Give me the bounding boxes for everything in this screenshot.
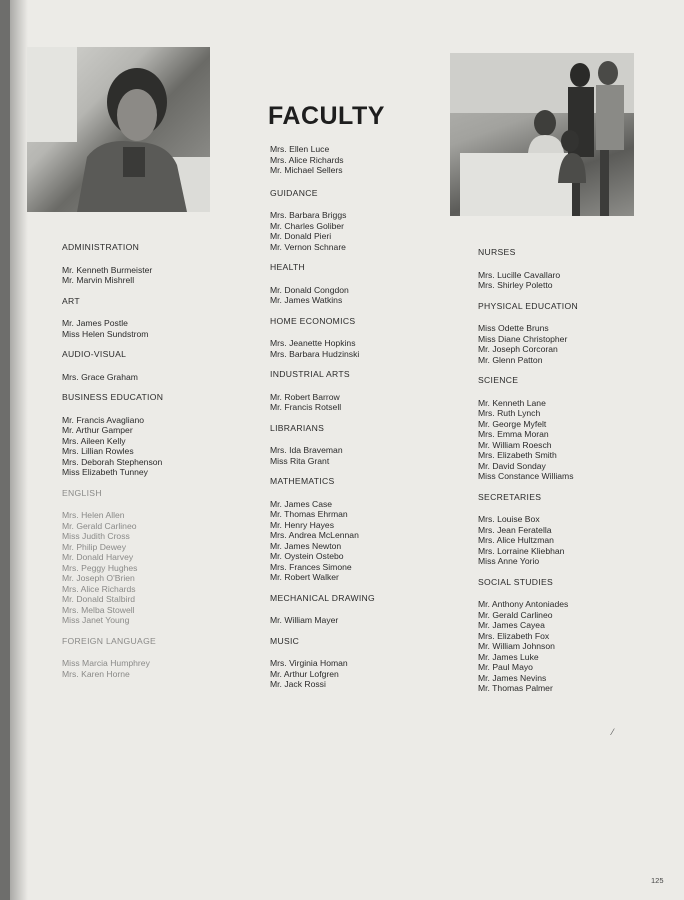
faculty-name: Mr. Francis Rotsell bbox=[270, 402, 342, 412]
faculty-name: Mr. Thomas Palmer bbox=[478, 683, 553, 693]
pen-mark: ⁄ bbox=[612, 727, 614, 737]
photo-students bbox=[450, 53, 634, 216]
faculty-name: Mr. James Cayea bbox=[478, 620, 545, 630]
department-heading: HOME ECONOMICS bbox=[270, 315, 356, 326]
department-section bbox=[62, 296, 262, 340]
faculty-name: Miss Diane Christopher bbox=[478, 333, 568, 344]
department-section bbox=[478, 247, 678, 291]
column-2 bbox=[270, 144, 470, 700]
faculty-name: Mr. Marvin Mishrell bbox=[62, 275, 135, 285]
department-section bbox=[270, 423, 470, 467]
department-section bbox=[62, 392, 262, 478]
name-list bbox=[270, 445, 470, 466]
faculty-name: Miss Elizabeth Tunney bbox=[62, 467, 148, 477]
faculty-name: Mr. George Myfelt bbox=[478, 418, 547, 429]
faculty-name: Mr. Arthur Gamper bbox=[62, 425, 133, 435]
name-list bbox=[478, 398, 678, 482]
faculty-name: Mrs. Deborah Stephenson bbox=[62, 456, 163, 467]
faculty-name: Mrs. Barbara Hudzinski bbox=[270, 348, 360, 359]
faculty-name: Mrs. Elizabeth Smith bbox=[478, 450, 557, 460]
department-heading: LIBRARIANS bbox=[270, 422, 325, 433]
department-heading: HEALTH bbox=[270, 262, 306, 272]
faculty-name: Mrs. Peggy Hughes bbox=[62, 562, 138, 573]
department-section bbox=[62, 636, 262, 680]
department-section bbox=[270, 188, 470, 253]
column-3 bbox=[478, 247, 678, 704]
faculty-name: Mr. Donald Congdon bbox=[270, 284, 349, 295]
faculty-name: Mrs. Ida Braveman bbox=[270, 445, 343, 455]
department-heading: SCIENCE bbox=[478, 375, 519, 385]
faculty-name: Mrs. Virginia Homan bbox=[270, 658, 348, 668]
faculty-name: Mrs. Lorraine Kliebhan bbox=[478, 545, 565, 556]
faculty-name: Mr. Donald Pieri bbox=[270, 231, 332, 241]
faculty-name: Mrs. Emma Moran bbox=[478, 429, 549, 439]
faculty-name: Mr. Anthony Antoniades bbox=[478, 599, 569, 609]
name-list bbox=[270, 338, 470, 359]
department-heading: MUSIC bbox=[270, 635, 300, 646]
name-list bbox=[478, 323, 678, 365]
department-section bbox=[478, 577, 678, 694]
name-list bbox=[62, 318, 262, 339]
department-section bbox=[270, 316, 470, 360]
department-section bbox=[478, 375, 678, 482]
name-list bbox=[62, 372, 262, 383]
faculty-name: Mrs. Barbara Briggs bbox=[270, 210, 347, 220]
page-number: 125 bbox=[651, 876, 664, 885]
faculty-name: Mr. Charles Goliber bbox=[270, 220, 345, 231]
faculty-name: Mrs. Lillian Rowles bbox=[62, 446, 134, 456]
faculty-name: Mrs. Jean Feratella bbox=[478, 524, 552, 535]
faculty-name: Mr. Oystein Ostebo bbox=[270, 551, 344, 561]
name-list bbox=[270, 210, 470, 252]
faculty-name: Miss Janet Young bbox=[62, 615, 130, 625]
department-heading: AUDIO-VISUAL bbox=[62, 349, 127, 359]
name-list bbox=[62, 415, 262, 478]
faculty-name: Mr. Robert Walker bbox=[270, 572, 339, 582]
faculty-name: Mrs. Frances Simone bbox=[270, 561, 352, 572]
faculty-name: Mrs. Louise Box bbox=[478, 514, 540, 524]
department-heading: ENGLISH bbox=[62, 487, 102, 498]
faculty-name: Mr. James Watkins bbox=[270, 295, 343, 305]
faculty-name: Mr. Robert Barrow bbox=[270, 391, 340, 402]
department-section bbox=[478, 492, 678, 567]
faculty-name: Miss Rita Grant bbox=[270, 455, 330, 466]
faculty-name: Mr. William Mayer bbox=[270, 615, 339, 625]
department-heading: MATHEMATICS bbox=[270, 476, 335, 486]
faculty-name: Mr. James Postle bbox=[62, 318, 128, 328]
faculty-name: Mr. Thomas Ehrman bbox=[270, 509, 348, 519]
faculty-name: Miss Odette Bruns bbox=[478, 323, 549, 333]
faculty-name: Mrs. Melba Stowell bbox=[62, 604, 135, 615]
faculty-name: Mr. Paul Mayo bbox=[478, 662, 533, 672]
column-1 bbox=[62, 242, 262, 689]
department-section bbox=[270, 476, 470, 583]
faculty-name: Miss Marcia Humphrey bbox=[62, 658, 150, 668]
name-list bbox=[270, 615, 470, 626]
department-section bbox=[270, 593, 470, 626]
department-heading: GUIDANCE bbox=[270, 187, 318, 198]
faculty-name: Mr. Michael Sellers bbox=[270, 165, 343, 175]
faculty-name: Mr. Philip Dewey bbox=[62, 541, 126, 552]
name-list bbox=[478, 514, 678, 567]
department-heading: ADMINISTRATION bbox=[62, 242, 140, 252]
faculty-name: Mrs. Alice Richards bbox=[62, 583, 136, 594]
faculty-name: Mrs. Lucille Cavallaro bbox=[478, 269, 561, 280]
department-section bbox=[478, 301, 678, 366]
faculty-name: Mr. Gerald Carlineo bbox=[478, 609, 553, 620]
name-list-continued bbox=[270, 144, 470, 176]
department-section bbox=[62, 488, 262, 626]
department-section bbox=[62, 242, 262, 286]
name-list bbox=[62, 265, 262, 286]
faculty-name: Mr. Joseph Corcoran bbox=[478, 344, 558, 354]
faculty-name: Mr. Kenneth Burmeister bbox=[62, 264, 153, 275]
department-section bbox=[62, 349, 262, 382]
faculty-name: Mr. Vernon Schnare bbox=[270, 241, 346, 252]
name-list bbox=[270, 285, 470, 306]
name-list bbox=[270, 499, 470, 583]
department-heading: SOCIAL STUDIES bbox=[478, 576, 554, 587]
page-title: FACULTY bbox=[268, 102, 385, 130]
name-list bbox=[270, 658, 470, 690]
faculty-name: Mrs. Alice Richards bbox=[270, 154, 344, 165]
faculty-name: Mr. Kenneth Lane bbox=[478, 397, 546, 408]
binding-shadow bbox=[10, 0, 28, 900]
faculty-name: Mrs. Alice Hultzman bbox=[478, 535, 554, 545]
department-section bbox=[270, 369, 470, 413]
name-list bbox=[478, 599, 678, 694]
faculty-name: Mrs. Jeanette Hopkins bbox=[270, 338, 356, 348]
faculty-name: Mr. Henry Hayes bbox=[270, 519, 334, 530]
name-list bbox=[270, 392, 470, 413]
photo-teacher bbox=[27, 47, 210, 212]
faculty-name: Mr. Joseph O'Brien bbox=[62, 573, 135, 583]
faculty-name: Mr. David Sonday bbox=[478, 460, 546, 471]
name-list bbox=[478, 270, 678, 291]
department-heading: NURSES bbox=[478, 247, 516, 257]
faculty-name: Miss Judith Cross bbox=[62, 531, 130, 541]
faculty-name: Mr. James Luke bbox=[478, 651, 539, 662]
department-heading: BUSINESS EDUCATION bbox=[62, 392, 164, 402]
faculty-name: Mr. William Johnson bbox=[478, 641, 555, 651]
faculty-name: Mr. James Newton bbox=[270, 540, 342, 551]
department-heading: ART bbox=[62, 295, 80, 306]
department-section bbox=[270, 636, 470, 690]
faculty-name: Mrs. Karen Horne bbox=[62, 668, 130, 679]
department-heading: INDUSTRIAL ARTS bbox=[270, 369, 350, 379]
faculty-name: Mrs. Ellen Luce bbox=[270, 144, 330, 154]
faculty-name: Mrs. Aileen Kelly bbox=[62, 435, 126, 446]
faculty-name: Mrs. Elizabeth Fox bbox=[478, 630, 550, 641]
name-list bbox=[62, 658, 262, 679]
faculty-name: Miss Anne Yorio bbox=[478, 556, 540, 566]
faculty-name: Mr. James Case bbox=[270, 498, 333, 509]
faculty-name: Mrs. Ruth Lynch bbox=[478, 408, 541, 418]
faculty-name: Mrs. Helen Allen bbox=[62, 510, 125, 520]
faculty-name: Mrs. Shirley Poletto bbox=[478, 280, 553, 290]
name-list bbox=[62, 510, 262, 626]
faculty-name: Miss Constance Williams bbox=[478, 471, 574, 481]
department-heading: PHYSICAL EDUCATION bbox=[478, 300, 578, 311]
department-heading: MECHANICAL DRAWING bbox=[270, 592, 376, 603]
faculty-name: Mrs. Grace Graham bbox=[62, 371, 138, 382]
department-heading: FOREIGN LANGUAGE bbox=[62, 635, 157, 646]
faculty-name: Mr. Donald Stalbird bbox=[62, 594, 136, 604]
faculty-name: Mr. Francis Avagliano bbox=[62, 414, 144, 425]
faculty-name: Miss Helen Sundstrom bbox=[62, 328, 149, 339]
faculty-name: Mr. Arthur Lofgren bbox=[270, 668, 339, 679]
department-heading: SECRETARIES bbox=[478, 491, 542, 502]
faculty-name: Mr. Glenn Patton bbox=[478, 354, 543, 365]
faculty-name: Mr. Gerald Carlineo bbox=[62, 520, 137, 531]
faculty-name: Mr. William Roesch bbox=[478, 439, 552, 450]
faculty-name: Mr. Jack Rossi bbox=[270, 679, 326, 689]
department-section bbox=[270, 262, 470, 306]
faculty-name: Mrs. Andrea McLennan bbox=[270, 530, 359, 540]
faculty-name: Mr. James Nevins bbox=[478, 672, 547, 683]
faculty-name: Mr. Donald Harvey bbox=[62, 552, 134, 562]
